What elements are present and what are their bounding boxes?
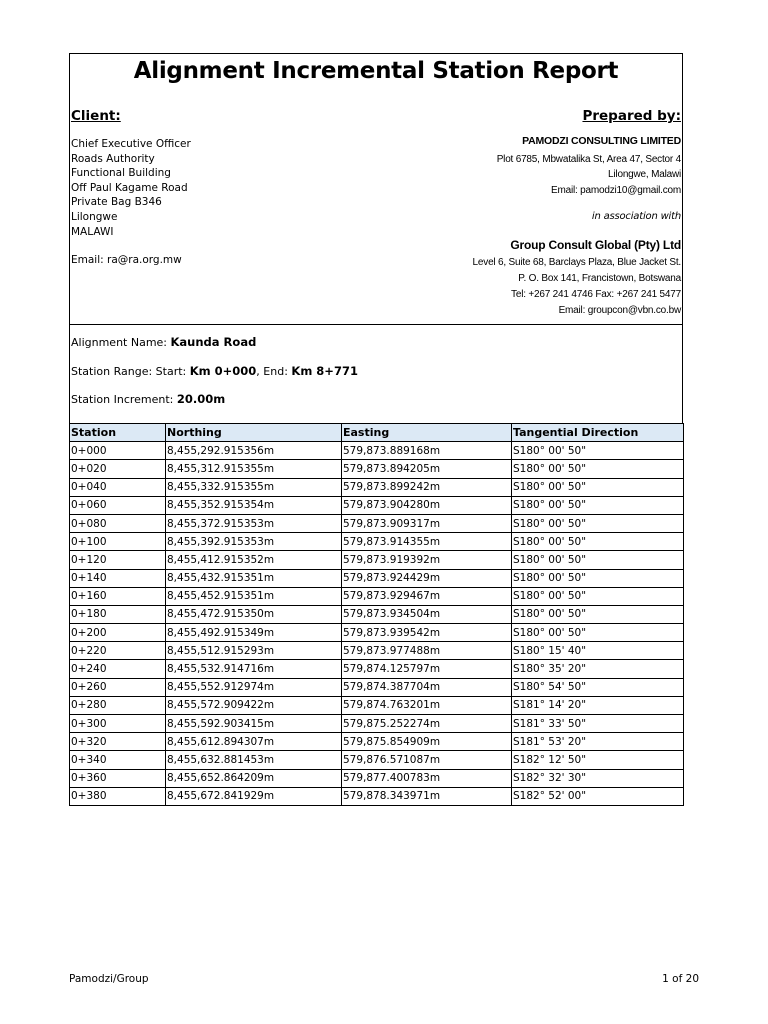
table-row — [70, 624, 684, 642]
station-increment-label: Station Increment: — [71, 393, 177, 406]
northing-cell: 8,455,612.894307m — [166, 733, 342, 751]
table-row — [70, 587, 684, 605]
station-cell: 0+180 — [70, 605, 166, 623]
table-row — [70, 514, 684, 532]
easting-cell: 579,873.889168m — [342, 442, 512, 460]
station-cell: 0+120 — [70, 551, 166, 569]
association-note: in association with — [591, 211, 681, 222]
table-row — [70, 751, 684, 769]
station-cell: 0+160 — [70, 587, 166, 605]
northing-cell: 8,455,652.864209m — [166, 769, 342, 787]
direction-cell: S182° 52' 00" — [512, 787, 684, 805]
station-range-end: Km 8+771 — [291, 364, 358, 378]
firm1-address — [497, 152, 681, 198]
station-cell: 0+040 — [70, 478, 166, 496]
easting-cell: 579,873.924429m — [342, 569, 512, 587]
table-row — [70, 551, 684, 569]
column-header-northing: Northing — [166, 424, 342, 442]
station-cell: 0+140 — [70, 569, 166, 587]
easting-cell: 579,873.939542m — [342, 624, 512, 642]
firm1-email: Email: pamodzi10@gmail.com — [550, 184, 681, 196]
northing-cell: 8,455,432.915351m — [166, 569, 342, 587]
station-cell: 0+080 — [70, 514, 166, 532]
easting-cell: 579,873.977488m — [342, 642, 512, 660]
firm1-line: Lilongwe, Malawi — [608, 169, 681, 181]
table-row — [70, 605, 684, 623]
station-cell: 0+300 — [70, 715, 166, 733]
station-cell: 0+320 — [70, 733, 166, 751]
client-line: Chief Executive Officer — [71, 138, 191, 150]
station-cell: 0+260 — [70, 678, 166, 696]
northing-cell: 8,455,332.915355m — [166, 478, 342, 496]
easting-cell: 579,876.571087m — [342, 751, 512, 769]
easting-cell: 579,877.400783m — [342, 769, 512, 787]
direction-cell: S180° 00' 50" — [512, 460, 684, 478]
table-row — [70, 478, 684, 496]
direction-cell: S182° 32' 30" — [512, 769, 684, 787]
direction-cell: S180° 35' 20" — [512, 660, 684, 678]
table-row — [70, 642, 684, 660]
northing-cell: 8,455,552.912974m — [166, 678, 342, 696]
client-line: Lilongwe — [71, 210, 118, 223]
table-row — [70, 460, 684, 478]
client-line: Functional Building — [71, 167, 171, 180]
table-row — [70, 678, 684, 696]
table-row — [70, 442, 684, 460]
northing-cell: 8,455,592.903415m — [166, 715, 342, 733]
easting-cell: 579,878.343971m — [342, 787, 512, 805]
station-range-row — [71, 364, 358, 378]
client-email: Email: ra@ra.org.mw — [71, 254, 182, 266]
table-row — [70, 660, 684, 678]
easting-cell: 579,874.763201m — [342, 696, 512, 714]
direction-cell: S180° 00' 50" — [512, 496, 684, 514]
table-row — [70, 569, 684, 587]
alignment-name-row — [71, 335, 256, 349]
station-cell: 0+000 — [70, 442, 166, 460]
easting-cell: 579,874.387704m — [342, 678, 512, 696]
direction-cell: S180° 00' 50" — [512, 551, 684, 569]
northing-cell: 8,455,352.915354m — [166, 496, 342, 514]
direction-cell: S182° 12' 50" — [512, 751, 684, 769]
client-heading: Client: — [71, 108, 121, 124]
firm2-line: Tel: +267 241 4746 Fax: +267 241 5477 — [511, 289, 681, 300]
station-increment-value: 20.00m — [176, 392, 226, 406]
direction-cell: S180° 00' 50" — [512, 514, 684, 532]
northing-cell: 8,455,472.915350m — [166, 605, 342, 623]
direction-cell: S181° 33' 50" — [512, 715, 684, 733]
column-header-station: Station — [70, 424, 166, 442]
firm2-name: Group Consult Global (Pty) Ltd — [510, 238, 681, 252]
client-line: Roads Authority — [71, 152, 155, 165]
easting-cell: 579,873.894205m — [342, 460, 512, 478]
alignment-name-value: Kaunda Road — [170, 335, 257, 349]
easting-cell: 579,873.909317m — [342, 514, 512, 532]
easting-cell: 579,875.854909m — [342, 733, 512, 751]
station-cell: 0+200 — [70, 624, 166, 642]
direction-cell: S180° 00' 50" — [512, 533, 684, 551]
client-address — [71, 137, 191, 239]
station-cell: 0+240 — [70, 660, 166, 678]
northing-cell: 8,455,312.915355m — [166, 460, 342, 478]
report-header-box — [69, 53, 683, 325]
firm2-line: Level 6, Suite 68, Barclays Plaza, Blue Jacket St. — [472, 257, 681, 268]
table-row — [70, 787, 684, 805]
client-line: Off Paul Kagame Road — [71, 181, 188, 194]
northing-cell: 8,455,632.881453m — [166, 751, 342, 769]
direction-cell: S180° 00' 50" — [512, 478, 684, 496]
table-row — [70, 496, 684, 514]
page-number: 1 of 20 — [662, 973, 699, 985]
firm1-name: PAMODZI CONSULTING LIMITED — [522, 135, 681, 147]
easting-cell: 579,873.914355m — [342, 533, 512, 551]
northing-cell: 8,455,672.841929m — [166, 787, 342, 805]
report-title: Alignment Incremental Station Report — [133, 58, 619, 84]
direction-cell: S180° 00' 50" — [512, 442, 684, 460]
northing-cell: 8,455,372.915353m — [166, 514, 342, 532]
northing-cell: 8,455,572.909422m — [166, 696, 342, 714]
table-row — [70, 533, 684, 551]
direction-cell: S181° 53' 20" — [512, 733, 684, 751]
firm2-email: Email: groupcon@vbn.co.bw — [558, 305, 681, 316]
station-cell: 0+220 — [70, 642, 166, 660]
direction-cell: S180° 00' 50" — [512, 587, 684, 605]
table-row — [70, 696, 684, 714]
easting-cell: 579,873.899242m — [342, 478, 512, 496]
table-row — [70, 715, 684, 733]
northing-cell: 8,455,412.915352m — [166, 551, 342, 569]
station-cell: 0+340 — [70, 751, 166, 769]
direction-cell: S180° 00' 50" — [512, 569, 684, 587]
easting-cell: 579,874.125797m — [342, 660, 512, 678]
alignment-name-label: Alignment Name: — [71, 336, 171, 349]
direction-cell: S180° 15' 40" — [512, 642, 684, 660]
direction-cell: S180° 00' 50" — [512, 624, 684, 642]
station-range-separator: , End: — [256, 365, 292, 378]
station-cell: 0+280 — [70, 696, 166, 714]
station-range-label: Station Range: Start: — [71, 365, 190, 378]
table-header-row — [70, 424, 684, 442]
easting-cell: 579,873.904280m — [342, 496, 512, 514]
station-cell: 0+020 — [70, 460, 166, 478]
northing-cell: 8,455,532.914716m — [166, 660, 342, 678]
station-table — [69, 423, 684, 806]
table-row — [70, 733, 684, 751]
column-header-easting: Easting — [342, 424, 512, 442]
firm2-address — [473, 255, 681, 319]
direction-cell: S180° 00' 50" — [512, 605, 684, 623]
northing-cell: 8,455,512.915293m — [166, 642, 342, 660]
station-cell: 0+060 — [70, 496, 166, 514]
alignment-info — [69, 325, 683, 423]
firm1-line: Plot 6785, Mbwatalika St, Area 47, Sector 4 — [496, 154, 681, 165]
footer-left: Pamodzi/Group — [69, 973, 149, 985]
direction-cell: S180° 54' 50" — [512, 678, 684, 696]
northing-cell: 8,455,392.915353m — [166, 533, 342, 551]
northing-cell: 8,455,492.915349m — [166, 624, 342, 642]
easting-cell: 579,873.919392m — [342, 551, 512, 569]
firm2-line: P. O. Box 141, Francistown, Botswana — [518, 273, 681, 284]
northing-cell: 8,455,292.915356m — [166, 442, 342, 460]
station-cell: 0+380 — [70, 787, 166, 805]
client-line: Private Bag B346 — [71, 196, 162, 209]
column-header-direction: Tangential Direction — [512, 424, 684, 442]
station-range-start: Km 0+000 — [189, 364, 257, 378]
table-row — [70, 769, 684, 787]
station-cell: 0+100 — [70, 533, 166, 551]
easting-cell: 579,873.929467m — [342, 587, 512, 605]
easting-cell: 579,873.934504m — [342, 605, 512, 623]
prepared-by-heading: Prepared by: — [582, 108, 681, 124]
direction-cell: S181° 14' 20" — [512, 696, 684, 714]
client-line: MALAWI — [71, 225, 114, 238]
easting-cell: 579,875.252274m — [342, 715, 512, 733]
northing-cell: 8,455,452.915351m — [166, 587, 342, 605]
station-increment-row — [71, 392, 225, 406]
station-cell: 0+360 — [70, 769, 166, 787]
